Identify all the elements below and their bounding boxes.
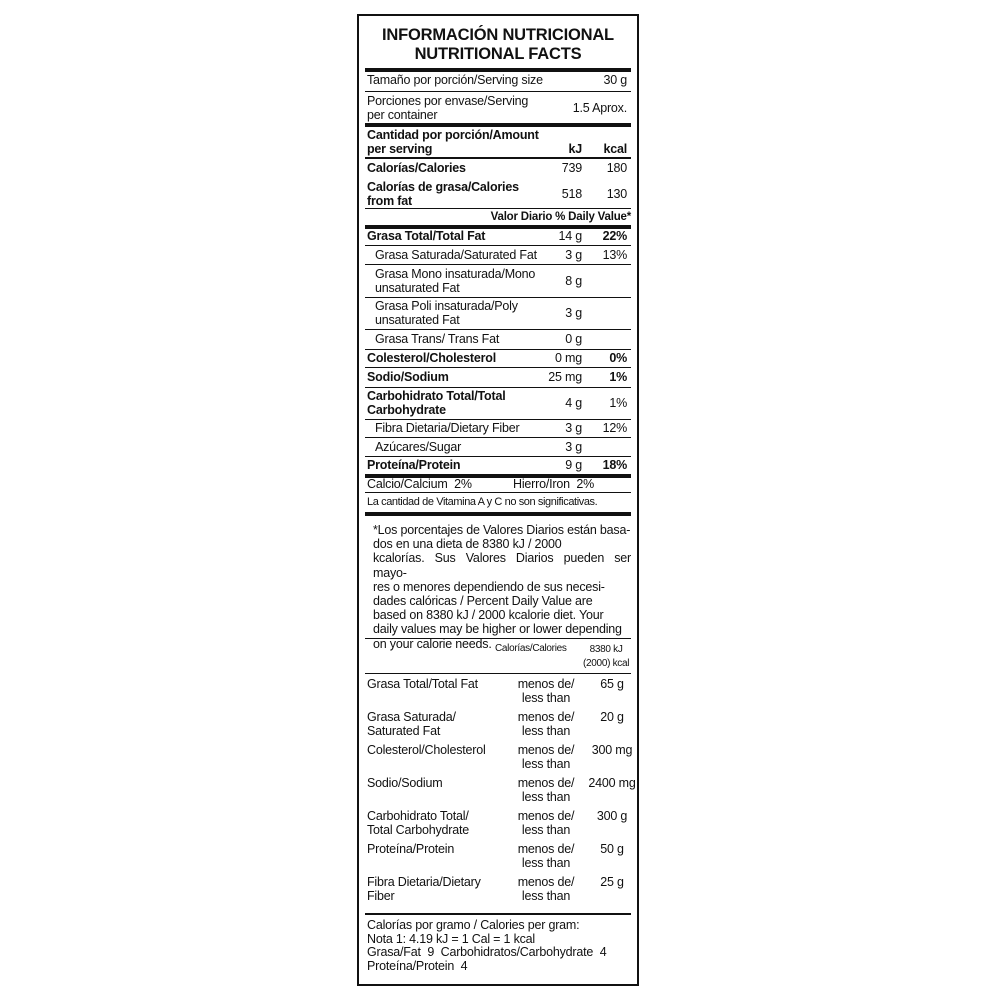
fiber-row: [375, 421, 631, 435]
divider: [365, 157, 631, 159]
divider: [365, 512, 631, 516]
dv-row-name-line2: Saturated Fat: [367, 724, 441, 738]
dv-row-name: Grasa Saturada/: [367, 710, 456, 724]
carbs-row: [367, 389, 631, 417]
cholesterol-pct: 0%: [609, 351, 627, 365]
poly-fat-row: [375, 299, 631, 327]
calories-kcal: 180: [606, 161, 627, 175]
divider: [365, 123, 631, 127]
daily-value-header: Valor Diario % Daily Value*: [490, 211, 631, 223]
dv-row-name: Proteína/Protein: [367, 842, 455, 856]
cholesterol-row: [367, 351, 631, 365]
dv-row-value: 300 mg: [591, 743, 633, 757]
sugar-label: Azúcares/Sugar: [375, 440, 462, 454]
sugar-row: [375, 440, 631, 454]
dv-row-value: 20 g: [600, 710, 624, 724]
serving-size-label: Tamaño por porción/Serving size: [367, 73, 543, 87]
dv-row-qualifier-line2: less than: [521, 691, 571, 705]
carbs-label-line1: Carbohidrato Total/Total: [367, 389, 506, 403]
amount-label-line1: Cantidad por porción/Amount: [367, 128, 539, 142]
dv-row-name: Fibra Dietaria/Dietary: [367, 875, 481, 889]
servings-label-line1: Porciones por envase/Serving: [367, 94, 529, 108]
sodium-amount: 25 mg: [548, 370, 582, 384]
dv-header-value-line1: 8380 kJ: [589, 644, 623, 655]
sat-fat-row: [375, 248, 631, 262]
calcium-text: Calcio/Calcium 2%: [367, 477, 472, 491]
divider: [365, 297, 631, 298]
dv-row-qualifier: menos de/: [517, 743, 575, 757]
amount-label-line2: per serving: [367, 142, 433, 156]
title-spanish: INFORMACIÓN NUTRICIONAL: [382, 26, 614, 44]
divider: [365, 329, 631, 330]
calories-fat-kcal: 130: [606, 187, 627, 201]
calories-per-gram-line: Calorías por gramo / Calories per gram:: [367, 918, 580, 932]
calories-fat-label-line1: Calorías de grasa/Calories: [367, 180, 519, 194]
kcal-header: kcal: [603, 142, 627, 156]
dv-row-qualifier-line2: less than: [521, 790, 571, 804]
dv-row-qualifier-line2: less than: [521, 823, 571, 837]
footnote-line: based on 8380 kJ / 2000 kcalorie diet. Your: [373, 608, 604, 623]
dv-row-name: Grasa Total/Total Fat: [367, 677, 478, 691]
dv-row-qualifier: menos de/: [517, 776, 575, 790]
poly-fat-amount: 3 g: [565, 306, 582, 320]
total-fat-label: Grasa Total/Total Fat: [367, 229, 486, 243]
footnote-line: *Los porcentajes de Valores Diarios están basa-: [373, 523, 631, 537]
vitamin-note: La cantidad de Vitamina A y C no son significativas.: [367, 496, 598, 508]
total-fat-row: [367, 229, 631, 243]
poly-fat-label-line1: Grasa Poli insaturada/Poly: [375, 299, 518, 313]
dv-row-qualifier-line2: less than: [521, 724, 571, 738]
protein-row: [367, 458, 631, 472]
fiber-amount: 3 g: [565, 421, 582, 435]
total-fat-pct: 22%: [602, 229, 627, 243]
sat-fat-label: Grasa Saturada/Saturated Fat: [375, 248, 537, 262]
divider: [365, 349, 631, 350]
divider: [365, 492, 631, 493]
poly-fat-label-line2: unsaturated Fat: [375, 313, 460, 327]
divider: [365, 437, 631, 438]
dv-row-name-line2: Total Carbohydrate: [367, 823, 470, 837]
divider: [365, 91, 631, 92]
mono-fat-label-line2: unsaturated Fat: [375, 281, 460, 295]
divider: [365, 367, 631, 368]
trans-fat-label: Grasa Trans/ Trans Fat: [375, 332, 500, 346]
footnote-line: dos en una dieta de 8380 kJ / 2000: [373, 537, 562, 552]
minerals-row: [367, 477, 631, 491]
carbs-pct: 1%: [609, 396, 627, 410]
sat-fat-amount: 3 g: [565, 248, 582, 262]
protein-amount: 9 g: [565, 458, 582, 472]
carbs-label-line2: Carbohydrate: [367, 403, 446, 417]
divider: [365, 264, 631, 265]
title-english: NUTRITIONAL FACTS: [414, 45, 582, 63]
calories-row: [367, 161, 631, 175]
calories-per-gram-line: Nota 1: 4.19 kJ = 1 Cal = 1 kcal: [367, 931, 536, 946]
fiber-pct: 12%: [602, 421, 627, 435]
iron-text: Hierro/Iron 2%: [513, 477, 595, 491]
calories-per-gram-line: Proteína/Protein 4: [367, 958, 468, 973]
dv-row-value: 25 g: [600, 875, 624, 889]
carbs-amount: 4 g: [565, 396, 582, 410]
calories-per-gram: [367, 919, 631, 973]
calories-kj: 739: [561, 161, 582, 175]
calories-fat-row: [367, 180, 631, 208]
dv-row-qualifier: menos de/: [517, 710, 575, 724]
servings-row: [367, 94, 631, 122]
nutrition-facts-panel: [357, 14, 639, 986]
sat-fat-pct: 13%: [602, 248, 627, 262]
divider: [365, 245, 631, 246]
divider: [365, 456, 631, 457]
serving-size-row: [367, 73, 631, 87]
dv-header-value-line2: (2000) kcal: [583, 658, 630, 669]
divider: [365, 419, 631, 420]
total-fat-amount: 14 g: [558, 229, 582, 243]
dv-row-qualifier-line2: less than: [521, 856, 571, 870]
dv-row-value: 300 g: [596, 809, 628, 823]
mono-fat-label-line1: Grasa Mono insaturada/Mono: [375, 267, 536, 281]
calories-fat-label-line2: from fat: [367, 194, 412, 208]
protein-label: Proteína/Protein: [367, 458, 461, 472]
calories-per-gram-line: Grasa/Fat 9 Carbohidratos/Carbohydrate 4: [367, 945, 607, 960]
dv-header-calories: Calorías/Calories: [495, 643, 567, 654]
dv-row-qualifier: menos de/: [517, 875, 575, 889]
trans-fat-amount: 0 g: [565, 332, 582, 346]
serving-size-value: 30 g: [603, 73, 627, 87]
footnote-line: kcalorías. Sus Valores Diarios pueden ser mayo-: [373, 551, 631, 580]
sodium-label: Sodio/Sodium: [367, 370, 449, 384]
dv-row-qualifier: menos de/: [517, 809, 575, 823]
sodium-row: [367, 370, 631, 384]
divider: [365, 673, 631, 674]
dv-row-qualifier-line2: less than: [521, 757, 571, 771]
dv-row-value: 50 g: [600, 842, 624, 856]
sugar-amount: 3 g: [565, 440, 582, 454]
dv-row-value: 65 g: [600, 677, 624, 691]
servings-label-line2: per container: [367, 108, 438, 122]
cholesterol-label: Colesterol/Cholesterol: [367, 351, 496, 365]
calories-label: Calorías/Calories: [367, 161, 466, 175]
cholesterol-amount: 0 mg: [555, 351, 582, 365]
kj-header: kJ: [568, 142, 582, 156]
footnote-line: on your calorie needs.: [373, 636, 492, 651]
mono-fat-amount: 8 g: [565, 274, 582, 288]
dv-row-name: Colesterol/Cholesterol: [367, 743, 486, 757]
dv-row-name: Carbohidrato Total/: [367, 809, 469, 823]
divider: [365, 913, 631, 915]
dv-row-name: Sodio/Sodium: [367, 776, 443, 790]
amount-header-row: [367, 128, 631, 156]
divider: [365, 638, 631, 639]
divider: [365, 208, 631, 209]
dv-row-qualifier: menos de/: [517, 842, 575, 856]
dv-row-value: 2400 mg: [588, 776, 636, 790]
protein-pct: 18%: [602, 458, 627, 472]
dv-row-qualifier-line2: less than: [521, 889, 571, 903]
footnote-line: daily values may be higher or lower depending: [373, 622, 622, 637]
mono-fat-row: [375, 267, 631, 295]
fiber-label: Fibra Dietaria/Dietary Fiber: [375, 421, 520, 435]
divider: [365, 68, 631, 72]
footnote: [373, 523, 631, 651]
dv-header-value: [583, 643, 629, 671]
servings-value: 1.5 Aprox.: [572, 101, 627, 115]
footnote-line: res o menores dependiendo de sus necesi-: [373, 579, 605, 594]
footnote-line: dades calóricas / Percent Daily Value are: [373, 594, 593, 609]
dv-row-name-line2: Fiber: [367, 889, 395, 903]
divider: [365, 387, 631, 388]
sodium-pct: 1%: [609, 370, 627, 384]
dv-row-qualifier: menos de/: [517, 677, 575, 691]
calories-fat-kj: 518: [561, 187, 582, 201]
trans-fat-row: [375, 332, 631, 346]
